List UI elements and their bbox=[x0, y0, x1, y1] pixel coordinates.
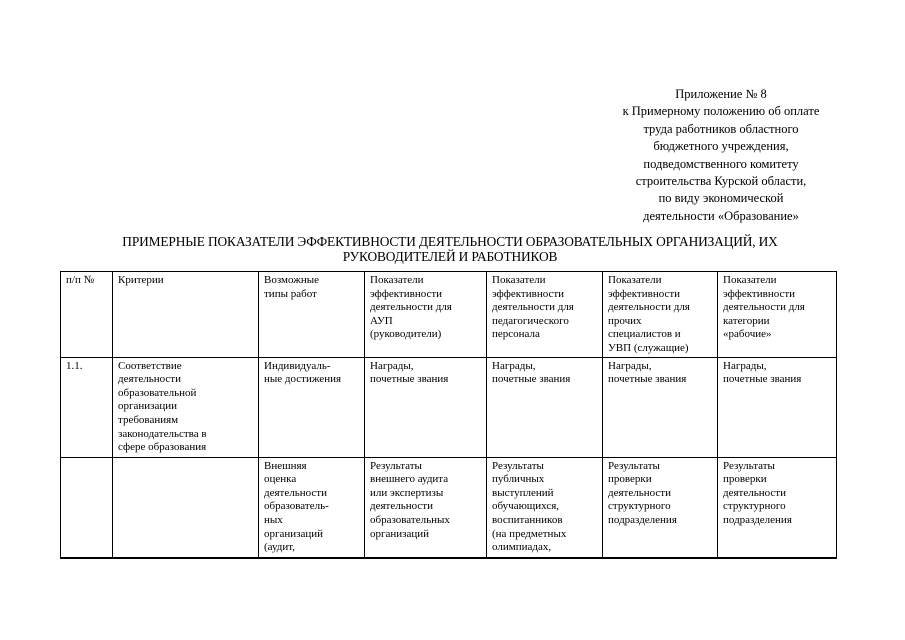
cell-text: Награды, почетные звания bbox=[723, 359, 802, 386]
header-aup-text: Показатели эффективности деятельности для АУП (руководители) bbox=[370, 274, 452, 341]
table-cell bbox=[113, 457, 259, 558]
header-work-types bbox=[259, 272, 365, 358]
header-work-types-text: Возможные типы работ bbox=[264, 274, 319, 300]
table-cell bbox=[603, 457, 718, 558]
header-specialists-text: Показатели эффективности деятельности для прочих специалистов и УВП (служащие) bbox=[608, 274, 690, 354]
table-cell bbox=[487, 357, 603, 457]
cell-text: Результаты публичных выступлений обучающихся, воспитанников (на предметных олимпиадах, bbox=[492, 459, 567, 554]
cell-text: Результаты проверки деятельности структурного подразделения bbox=[608, 459, 677, 526]
table-cell bbox=[259, 357, 365, 457]
cell-text: Результаты проверки деятельности структурного подразделения bbox=[723, 459, 792, 526]
cell-text: Соответствие деятельности образовательной организации требованиям законодательства в сфере образования bbox=[118, 359, 207, 454]
table-cell bbox=[113, 357, 259, 457]
appendix-line: строительства Курской области, bbox=[635, 174, 807, 189]
table-cell bbox=[365, 457, 487, 558]
table-cell bbox=[365, 357, 487, 457]
appendix-line: деятельности «Образование» bbox=[643, 208, 799, 223]
cell-text: Внешняя оценка деятельности образователь- ных организаций (аудит, bbox=[264, 459, 329, 554]
cell-text: Результаты внешнего аудита или экспертизы деятельности образовательных организаций bbox=[370, 459, 450, 540]
header-specialists bbox=[603, 272, 718, 358]
document-title bbox=[40, 234, 860, 264]
document-title-line-2: РУКОВОДИТЕЛЕЙ И РАБОТНИКОВ bbox=[342, 249, 558, 264]
appendix-line: труда работников областного bbox=[643, 121, 799, 136]
cell-text: Награды, почетные звания bbox=[370, 359, 449, 386]
cell-text: Награды, почетные звания bbox=[492, 359, 571, 386]
table-row bbox=[61, 457, 837, 558]
table-cell bbox=[718, 457, 837, 558]
header-workers bbox=[718, 272, 837, 358]
appendix-line: к Примерному положению об оплате bbox=[622, 104, 820, 119]
header-criteria-text: Критерии bbox=[118, 274, 164, 286]
appendix-line: бюджетного учреждения, bbox=[653, 139, 789, 154]
appendix-line: подведомственного комитету bbox=[643, 156, 799, 171]
header-pedagogical-text: Показатели эффективности деятельности для педагогического персонала bbox=[492, 274, 574, 341]
appendix-line: Приложение № 8 bbox=[675, 87, 767, 101]
table-cell bbox=[61, 357, 113, 457]
appendix-line: по виду экономической bbox=[658, 191, 784, 206]
table-row bbox=[61, 357, 837, 457]
header-criteria bbox=[113, 272, 259, 358]
document-title-line-1: ПРИМЕРНЫЕ ПОКАЗАТЕЛИ ЭФФЕКТИВНОСТИ ДЕЯТЕЛЬНОСТИ ОБРАЗОВАТЕЛЬНЫХ ОРГАНИЗАЦИЙ, ИХ bbox=[122, 234, 778, 249]
header-number-text: п/п № bbox=[66, 274, 95, 286]
header-pedagogical bbox=[487, 272, 603, 358]
appendix-note bbox=[560, 86, 882, 225]
header-aup bbox=[365, 272, 487, 358]
cell-text: Индивидуаль- ные достижения bbox=[264, 359, 342, 386]
header-number bbox=[61, 272, 113, 358]
cell-text: 1.1. bbox=[66, 359, 83, 372]
table-cell bbox=[487, 457, 603, 558]
table-cell bbox=[718, 357, 837, 457]
table-cell bbox=[61, 457, 113, 558]
table-header-row bbox=[61, 272, 837, 358]
cell-text: Награды, почетные звания bbox=[608, 359, 687, 386]
header-workers-text: Показатели эффективности деятельности для категории «рабочие» bbox=[723, 274, 805, 341]
table-cell bbox=[603, 357, 718, 457]
table-cell bbox=[259, 457, 365, 558]
criteria-table bbox=[60, 271, 837, 559]
